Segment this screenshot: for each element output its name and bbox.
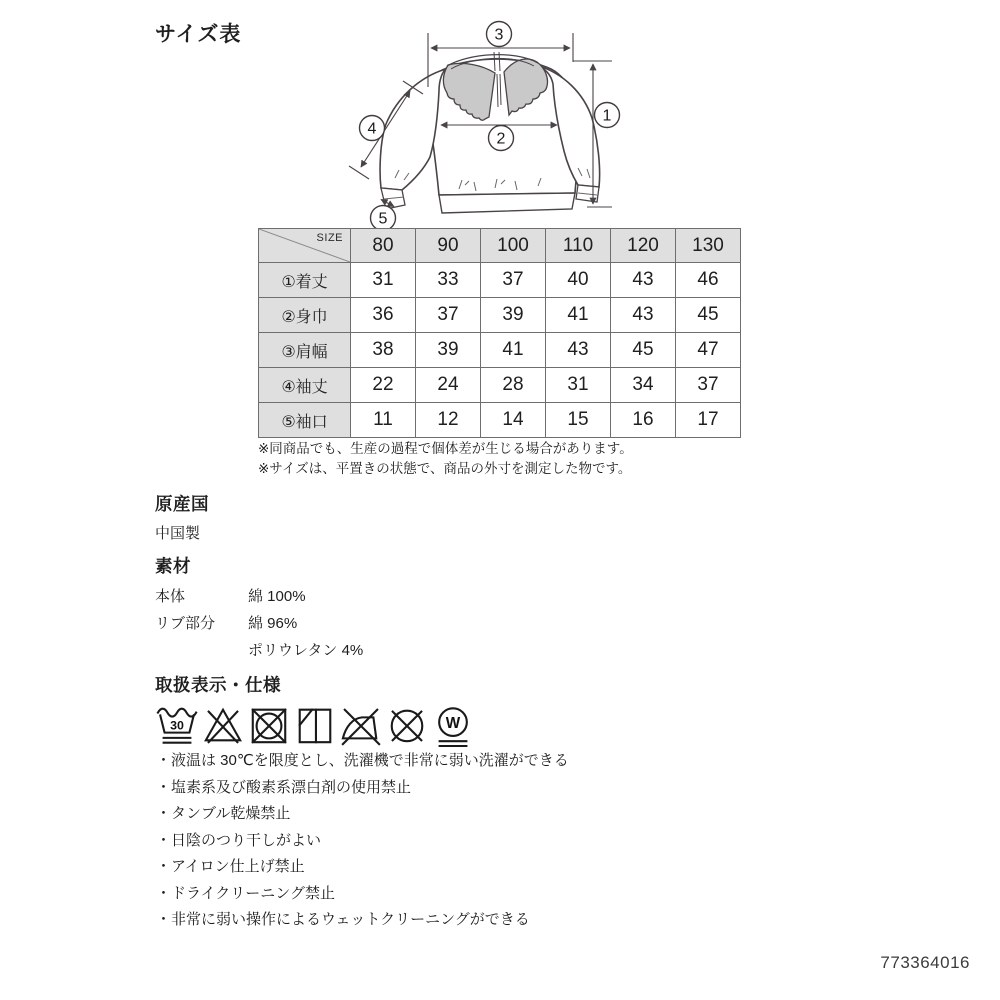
size-notes <box>258 439 633 478</box>
row-label: ③肩幅 <box>259 333 351 368</box>
size-table-header-row <box>259 229 741 263</box>
origin-heading: 原産国 <box>155 494 209 514</box>
hang-dry-in-shade-icon <box>294 703 336 747</box>
material-label: 本体 <box>155 588 186 605</box>
size-cell: 11 <box>351 403 416 438</box>
size-cell: 17 <box>676 403 741 438</box>
care-instruction-list <box>156 748 569 934</box>
size-cell: 34 <box>611 368 676 403</box>
size-cell: 14 <box>481 403 546 438</box>
size-table <box>258 228 741 438</box>
page-title: サイズ表 <box>155 23 242 46</box>
size-cell: 31 <box>351 263 416 298</box>
garment-waistband <box>439 193 575 213</box>
marker-5-label: 5 <box>378 210 388 228</box>
size-cell: 47 <box>676 333 741 368</box>
size-cell: 41 <box>546 298 611 333</box>
row-label: ④袖丈 <box>259 368 351 403</box>
size-cell: 45 <box>676 298 741 333</box>
material-row <box>155 637 363 664</box>
size-column-header: 100 <box>481 229 546 263</box>
table-row <box>259 298 741 333</box>
care-instruction: ・日陰のつり干しがよい <box>156 831 322 849</box>
size-cell: 40 <box>546 263 611 298</box>
material-row <box>155 610 363 637</box>
size-cell: 37 <box>481 263 546 298</box>
marker-4-label: 4 <box>367 120 377 138</box>
size-note: ※同商品でも、生産の過程で個体差が生じる場合があります。 <box>258 441 633 456</box>
size-cell: 16 <box>611 403 676 438</box>
wet-clean-very-gentle-icon <box>432 703 474 747</box>
size-column-header: 120 <box>611 229 676 263</box>
size-cell: 28 <box>481 368 546 403</box>
size-cell: 15 <box>546 403 611 438</box>
size-column-header: 110 <box>546 229 611 263</box>
care-heading: 取扱表示・仕様 <box>155 675 281 695</box>
size-cell: 37 <box>416 298 481 333</box>
size-note: ※サイズは、平置きの状態で、商品の外寸を測定した物です。 <box>258 460 632 476</box>
size-cell: 43 <box>611 298 676 333</box>
size-cell: 37 <box>676 368 741 403</box>
wash-temp-label: 30 <box>170 718 184 733</box>
corner-size-label: SIZE <box>316 232 343 244</box>
size-cell: 38 <box>351 333 416 368</box>
size-column-header: 90 <box>416 229 481 263</box>
table-row <box>259 333 741 368</box>
sweatshirt-drawing <box>335 8 645 233</box>
size-cell: 46 <box>676 263 741 298</box>
size-cell: 41 <box>481 333 546 368</box>
material-label: リブ部分 <box>155 615 216 632</box>
material-value: ポリウレタン 4% <box>248 642 364 659</box>
row-label: ⑤袖口 <box>259 403 351 438</box>
size-cell: 43 <box>546 333 611 368</box>
care-instruction: ・タンブル乾燥禁止 <box>156 805 291 822</box>
material-value: 綿 100% <box>248 588 306 605</box>
size-table-corner-cell <box>259 229 351 263</box>
size-column-header: 130 <box>676 229 741 263</box>
garment-diagram <box>335 8 645 233</box>
origin-value: 中国製 <box>155 525 201 542</box>
size-cell: 22 <box>351 368 416 403</box>
marker-3-label: 3 <box>494 26 504 44</box>
size-cell: 33 <box>416 263 481 298</box>
care-instruction: ・アイロン仕上げ禁止 <box>156 858 305 875</box>
size-cell: 43 <box>611 263 676 298</box>
row-label: ①着丈 <box>259 263 351 298</box>
material-row <box>155 583 363 610</box>
material-value: 綿 96% <box>248 615 298 632</box>
wash-30-very-gentle-icon <box>156 703 198 747</box>
no-dry-clean-icon <box>386 703 428 747</box>
size-cell: 36 <box>351 298 416 333</box>
size-cell: 45 <box>611 333 676 368</box>
material-rows <box>155 583 363 664</box>
size-cell: 31 <box>546 368 611 403</box>
care-instruction: ・塩素系及び酸素系漂白剤の使用禁止 <box>156 778 412 796</box>
no-bleach-icon <box>202 703 244 747</box>
care-instruction: ・ドライクリーニング禁止 <box>156 884 335 902</box>
size-cell: 12 <box>416 403 481 438</box>
no-tumble-dry-icon <box>248 703 290 747</box>
material-heading: 素材 <box>155 556 191 576</box>
care-instruction: ・液温は 30℃を限度とし、洗濯機で非常に弱い洗濯ができる <box>156 752 569 769</box>
size-cell: 24 <box>416 368 481 403</box>
table-row <box>259 263 741 298</box>
marker-2-label: 2 <box>496 130 506 148</box>
care-symbols-row <box>156 703 474 747</box>
wet-clean-letter: W <box>445 714 461 732</box>
marker-1-label: 1 <box>602 107 612 125</box>
table-row <box>259 368 741 403</box>
care-instruction: ・非常に弱い操作によるウェットクリーニングができる <box>156 911 530 928</box>
row-label: ②身巾 <box>259 298 351 333</box>
size-cell: 39 <box>416 333 481 368</box>
table-row <box>259 403 741 438</box>
size-cell: 39 <box>481 298 546 333</box>
no-iron-icon <box>340 703 382 747</box>
product-code: 773364016 <box>880 953 970 972</box>
size-column-header: 80 <box>351 229 416 263</box>
material-label <box>155 637 248 664</box>
